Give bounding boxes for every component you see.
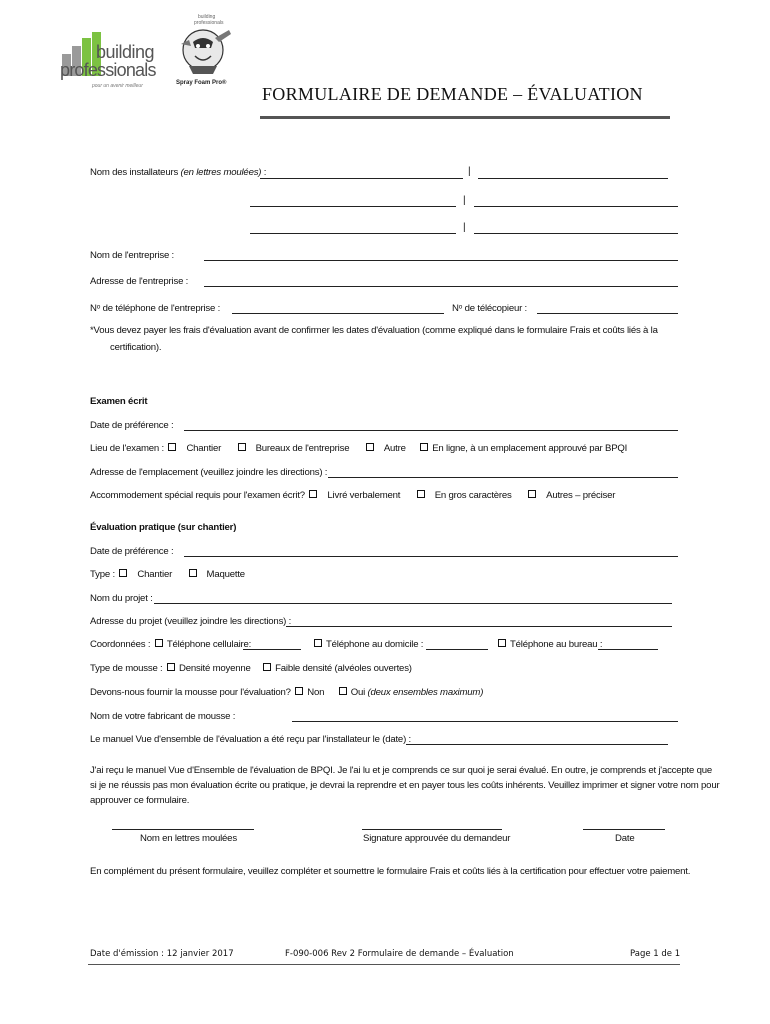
project-name-field[interactable] [154, 603, 672, 604]
installer-name-field-3[interactable] [250, 206, 456, 207]
contact-office-label: Téléphone au bureau : [510, 639, 603, 650]
checkbox-accommodation-large-print[interactable] [417, 490, 425, 498]
company-fax-label: Nᵒ de télécopieur : [452, 303, 528, 314]
exam-location-label: Lieu de l'examen : [90, 443, 164, 454]
contact-home [312, 639, 423, 650]
accommodation-option-large-print: En gros caractères [434, 490, 512, 501]
company-phone-label: Nᵒ de téléphone de l'entreprise : [90, 303, 221, 314]
contact-home-field[interactable] [426, 649, 488, 650]
bp-logo-word1: building [96, 42, 155, 62]
installer-name-field-1[interactable] [260, 178, 463, 179]
spf-top-word1: building [198, 14, 216, 20]
location-option-online: En ligne, à un emplacement approuvé par BPQI [432, 443, 628, 454]
checkbox-supply-yes[interactable] [339, 687, 347, 695]
date-field[interactable] [583, 829, 665, 830]
accommodation-label: Accommodement spécial requis pour l'examen écrit? [90, 490, 305, 501]
contact-home-label: Téléphone au domicile : [326, 639, 424, 650]
foam-option-low: Faible densité (alvéoles ouvertes) [275, 663, 412, 674]
printed-name-field[interactable] [112, 829, 254, 830]
foam-type-label: Type de mousse : [90, 663, 163, 674]
footer-page-number: Page 1 de 1 [630, 949, 681, 959]
checkbox-foam-medium[interactable] [167, 663, 175, 671]
foam-supply-label: Devons-nous fournir la mousse pour l'évaluation? [90, 687, 291, 698]
contact-office-field[interactable] [598, 649, 658, 650]
checkbox-contact-home[interactable] [314, 639, 322, 647]
contact-cell-label: Téléphone cellulaire: [166, 639, 252, 650]
signature-field[interactable] [362, 829, 502, 830]
checkbox-location-chantier[interactable] [168, 443, 176, 451]
accommodation-option-verbal: Livré verbalement [327, 490, 401, 501]
contact-row [90, 639, 251, 650]
payment-notice: *Vous devez payer les frais d'évaluation avant de confirmer les dates d'évaluation (comme expliqué dans le formulaire Frais et coûts liés à la [90, 325, 658, 336]
exam-address-label: Adresse de l'emplacement (veuillez joindre les directions) : [90, 467, 328, 478]
eval-type-label: Type : [90, 569, 115, 580]
title-rule [260, 116, 670, 119]
footer-rule [88, 964, 680, 965]
installers-label [90, 167, 266, 178]
practical-date-label: Date de préférence : [90, 546, 174, 557]
checkbox-location-autre[interactable] [366, 443, 374, 451]
bp-logo-word2: professionals [60, 60, 156, 80]
foam-type-row [90, 663, 412, 674]
supply-yes-note: (deux ensembles maximum) [367, 687, 484, 698]
accommodation-row [90, 490, 615, 501]
contact-cell-field[interactable] [243, 649, 301, 650]
spray-foam-mascot-icon [175, 26, 235, 76]
company-name-field[interactable] [204, 260, 678, 261]
spf-name: Spray Foam Pro® [176, 80, 227, 86]
location-option-bureaux: Bureaux de l'entreprise [255, 443, 350, 454]
exam-location-row [90, 443, 627, 454]
bp-logo-tagline: pour un avenir meilleur [92, 83, 143, 89]
page-title: FORMULAIRE DE DEMANDE – ÉVALUATION [262, 84, 643, 104]
checkbox-contact-office[interactable] [498, 639, 506, 647]
location-option-autre: Autre [383, 443, 406, 454]
spray-foam-pro-logo [172, 14, 238, 92]
footer-form-id: F-090-006 Rev 2 Formulaire de demande – Évaluation [285, 949, 514, 959]
practical-date-field[interactable] [184, 556, 678, 557]
type-option-maquette: Maquette [206, 569, 245, 580]
foam-supply-row [90, 687, 483, 698]
installers-label-main: Nom des installateurs [90, 167, 179, 178]
location-option-chantier: Chantier [186, 443, 222, 454]
written-date-field[interactable] [184, 430, 678, 431]
installer-name-field-6[interactable] [474, 233, 678, 234]
footer-issue-date: Date d'émission : 12 janvier 2017 [90, 949, 234, 959]
exam-address-field[interactable] [328, 477, 678, 478]
declaration-line-3: approuver ce formulaire. [90, 795, 190, 806]
project-name-label: Nom du projet : [90, 593, 153, 604]
checkbox-location-online[interactable] [420, 443, 428, 451]
installer-separator-3: | [463, 222, 466, 233]
declaration-line-2: si je ne réussis pas mon évaluation écrite ou pratique, je devrai la reprendre et en payer tous les coûts inhérents. Veuillez imprimer et signer votre nom pour [90, 780, 720, 791]
supply-option-yes: Oui [350, 687, 366, 698]
checkbox-type-maquette[interactable] [189, 569, 197, 577]
company-address-label: Adresse de l'entreprise : [90, 276, 189, 287]
project-address-field[interactable] [286, 626, 672, 627]
manufacturer-field[interactable] [292, 721, 678, 722]
installer-separator-1: | [468, 166, 471, 177]
checkbox-location-bureaux[interactable] [238, 443, 246, 451]
manual-received-date-field[interactable] [406, 744, 668, 745]
signature-caption: Signature approuvée du demandeur [363, 833, 511, 844]
building-professionals-logo [58, 28, 158, 98]
contact-office [496, 639, 602, 650]
printed-name-caption: Nom en lettres moulées [140, 833, 237, 844]
written-exam-heading: Examen écrit [90, 396, 148, 407]
date-caption: Date [615, 833, 635, 844]
declaration-line-1: J'ai reçu le manuel Vue d'Ensemble de l'évaluation de BPQI. Je l'ai lu et je comprends ce sur quoi je serai évalué. En outre, je comprends et j'accepte que [90, 765, 713, 776]
type-option-chantier: Chantier [137, 569, 173, 580]
manual-received-label: Le manuel Vue d'ensemble de l'évaluation a été reçu par l'installateur le (date) : [90, 734, 411, 745]
installer-name-field-2[interactable] [478, 178, 668, 179]
written-date-label: Date de préférence : [90, 420, 174, 431]
supply-option-no: Non [307, 687, 325, 698]
installer-name-field-5[interactable] [250, 233, 456, 234]
checkbox-accommodation-verbal[interactable] [309, 490, 317, 498]
practical-eval-heading: Évaluation pratique (sur chantier) [90, 522, 237, 533]
contact-label: Coordonnées : [90, 639, 151, 650]
company-phone-field[interactable] [232, 313, 444, 314]
company-fax-field[interactable] [537, 313, 678, 314]
installer-name-field-4[interactable] [474, 206, 678, 207]
checkbox-supply-no[interactable] [295, 687, 303, 695]
checkbox-type-chantier[interactable] [119, 569, 127, 577]
checkbox-foam-low[interactable] [263, 663, 271, 671]
accommodation-option-other: Autres – préciser [546, 490, 616, 501]
company-address-field[interactable] [204, 286, 678, 287]
company-name-label: Nom de l'entreprise : [90, 250, 175, 261]
checkbox-contact-cell[interactable] [155, 639, 163, 647]
eval-type-row [90, 569, 245, 580]
installers-label-italic: (en lettres moulées) [180, 167, 262, 178]
manufacturer-label: Nom de votre fabricant de mousse : [90, 711, 236, 722]
checkbox-accommodation-other[interactable] [528, 490, 536, 498]
spf-top-word2: professionals [194, 20, 224, 26]
closing-text: En complément du présent formulaire, veuillez compléter et soumettre le formulaire Frais et coûts liés à la certification pour effectuer votre paiement. [90, 866, 691, 877]
installers-label-end: : [261, 167, 267, 178]
installer-separator-2: | [463, 195, 466, 206]
payment-notice-cont: certification). [110, 342, 162, 353]
foam-option-medium: Densité moyenne [179, 663, 251, 674]
project-address-label: Adresse du projet (veuillez joindre les directions) : [90, 616, 292, 627]
